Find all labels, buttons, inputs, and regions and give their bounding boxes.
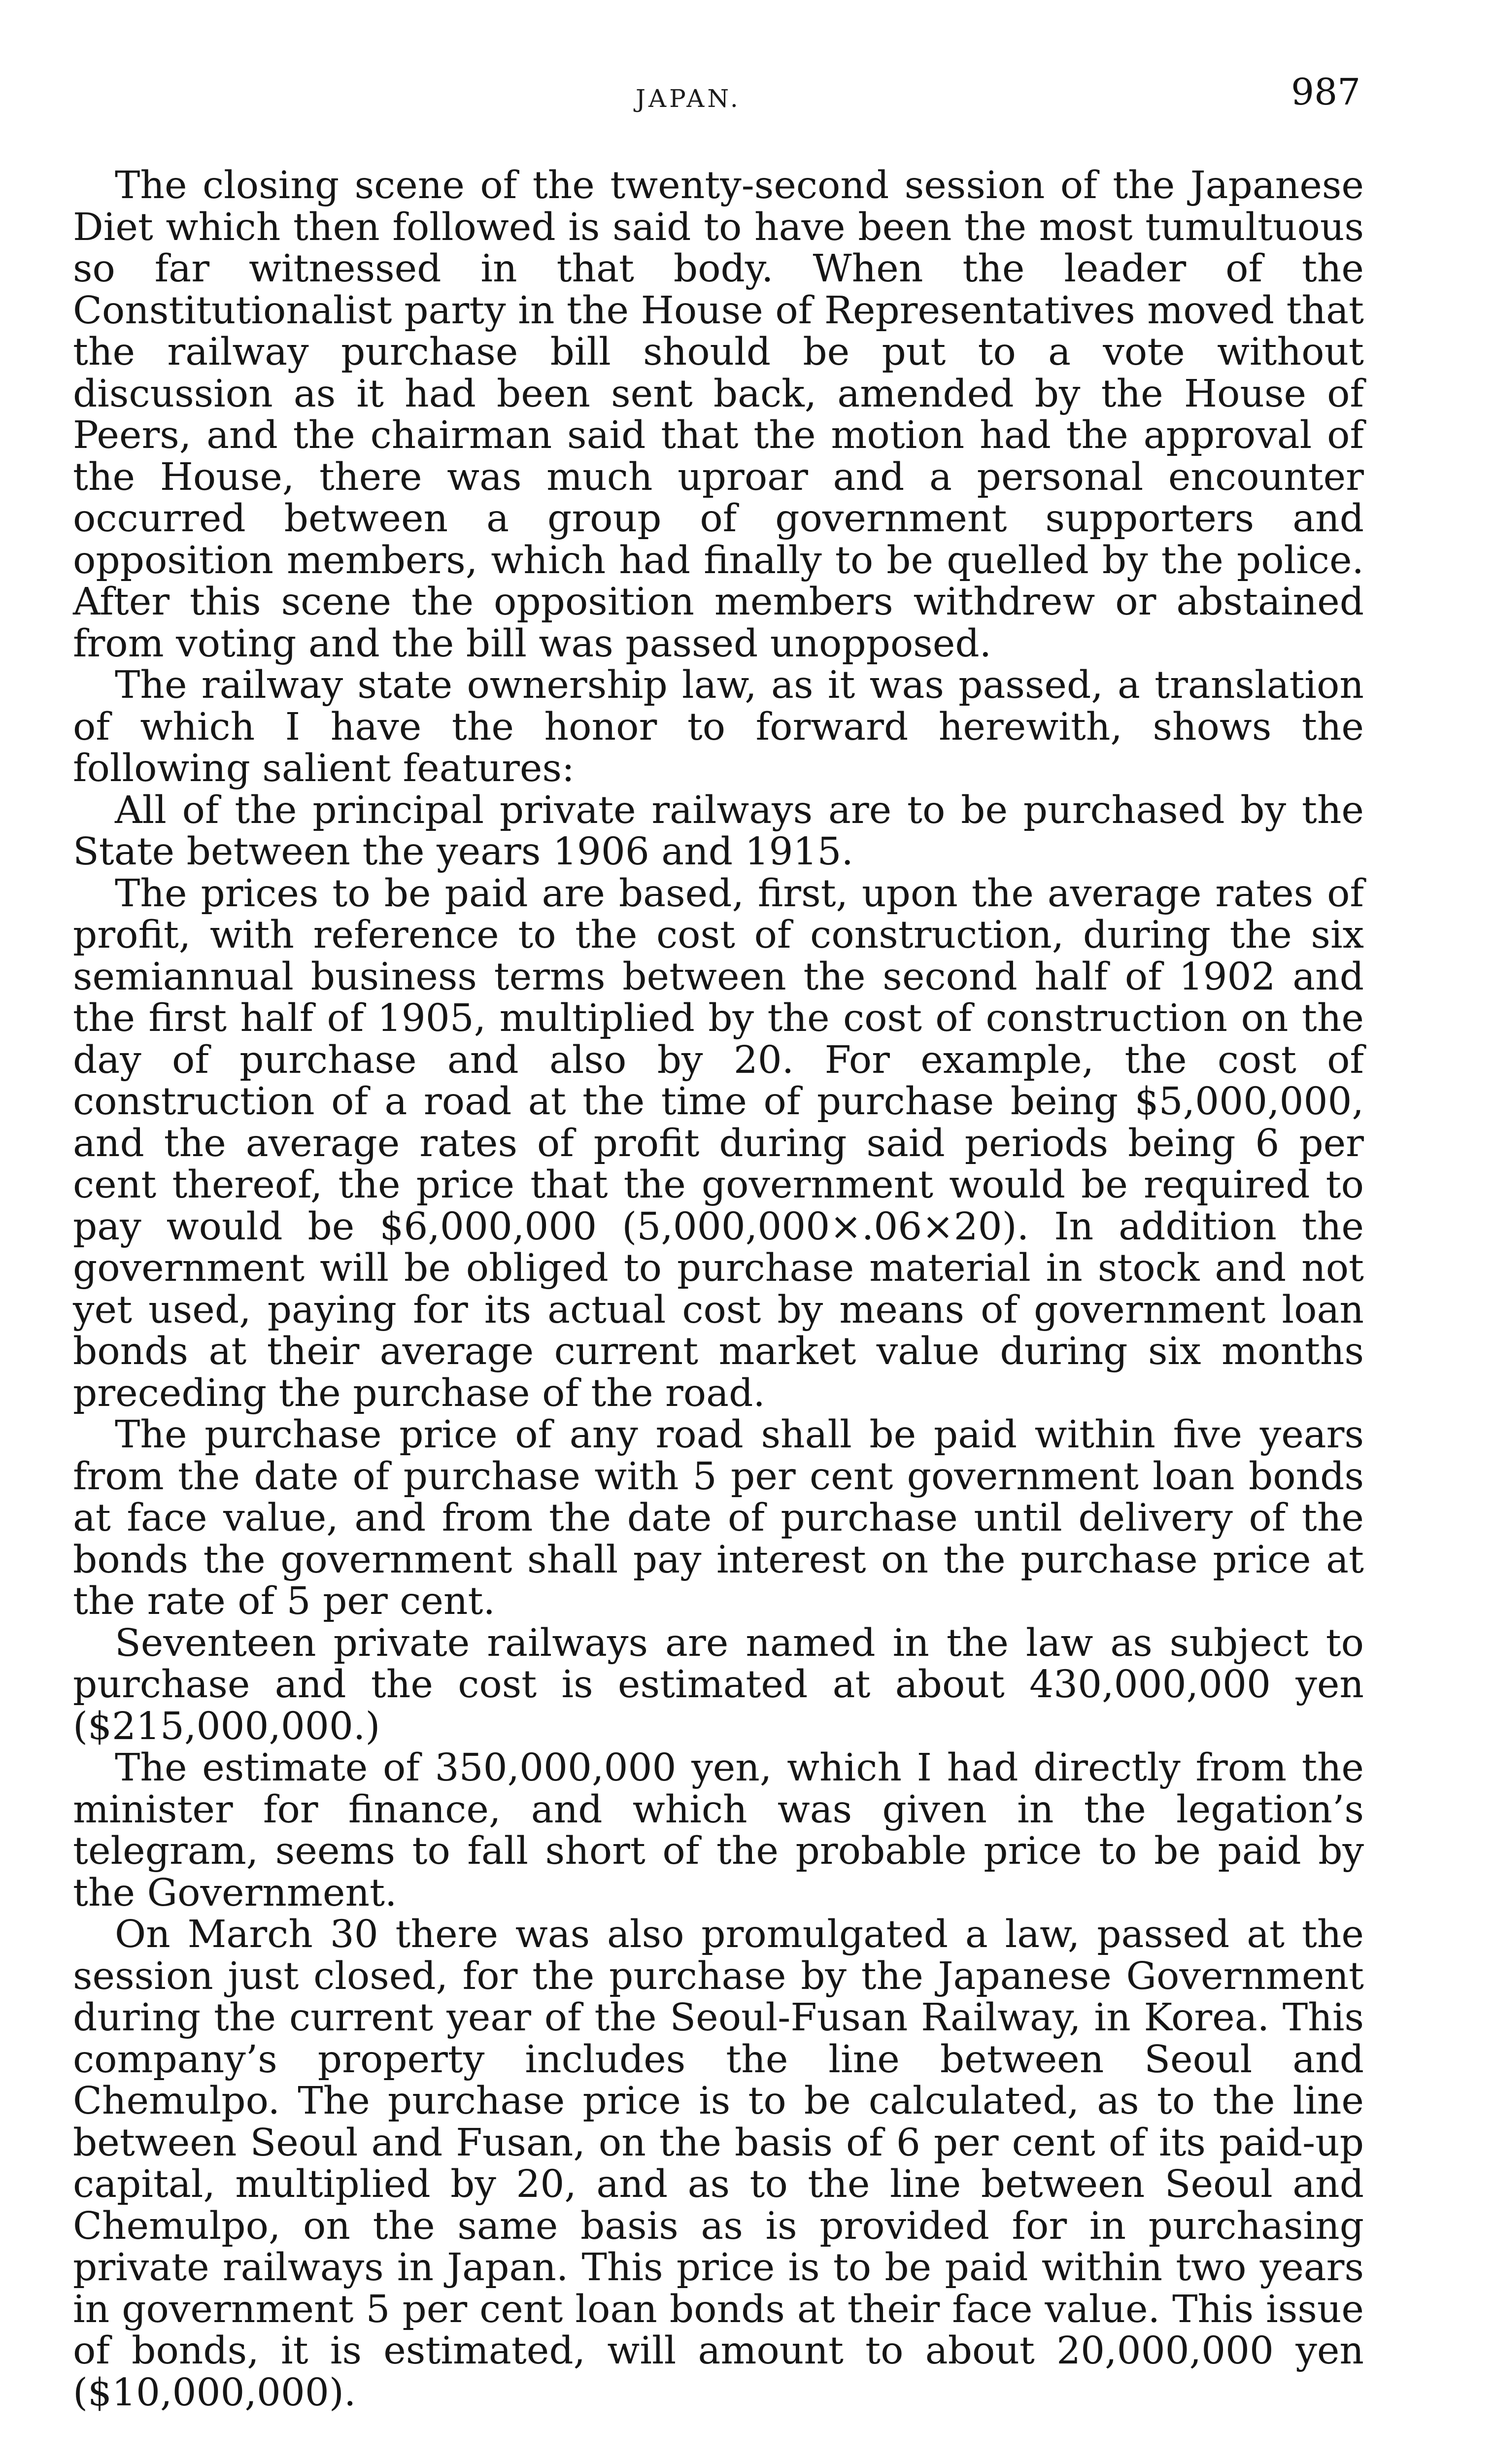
paragraph-seventeen-railways: Seventeen private railways are named in the law as subject to purchase and the cost is estimated at about 430,000,000 yen ($215,000,000.) [73, 1621, 1364, 1748]
paragraph-diet-closing-scene: The closing scene of the twenty-second session of the Japanese Diet which then followed is said to have been the most tumultuous so far witnessed in that body. When the leader of the Constitutionalist party in the House of Representatives moved that the railway purchase bill should be put to a vote without discussion as it had been sent back, amended by the House of Peers, and the chairman said that the motion had the approval of the House, there was much uproar and a personal encounter occurred between a group of government supporters and opposition members, which had finally to be quelled by the police. After this scene the opposition members withdrew or abstained from voting and the bill was passed unopposed. [73, 164, 1364, 666]
page-number: 987 [1291, 71, 1361, 113]
paragraph-state-ownership-law: The railway state ownership law, as it was passed, a translation of which I have the honor to forward herewith, shows the following salient features: [73, 663, 1364, 790]
paragraph-finance-estimate: The estimate of 350,000,000 yen, which I had directly from the minister for finance, and which was given in the legation’s telegram, seems to fall short of the probable price to be paid by the Government. [73, 1746, 1364, 1915]
running-title: JAPAN. [636, 84, 741, 113]
paragraph-price-basis: The prices to be paid are based, first, upon the average rates of profit, with reference to the cost of construction, during the six semiannual business terms between the second half of 1902 and the first half of 1905, multiplied by the cost of construction on the day of purchase and also by 20. For example, the cost of construction of a road at the time of purchase being $5,000,000, and the average rates of profit during said periods being 6 per cent thereof, the price that the government would be required to pay would be $6,000,000 (5,000,000×.06×20). In addition the government will be obliged to purchase material in stock and not yet used, paying for its actual cost by means of government loan bonds at their average current market value during six months preceding the purchase of the road. [73, 871, 1364, 1415]
paragraph-seoul-fusan-railway: On March 30 there was also promulgated a law, passed at the session just closed, for the purchase by the Japanese Government during the current year of the Seoul-Fusan Railway, in Korea. This company’s property includes the line between Seoul and Chemulpo. The purchase price is to be calculated, as to the line between Seoul and Fusan, on the basis of 6 per cent of its paid-up capital, multiplied by 20, and as to the line between Seoul and Chemulpo, on the same basis as is provided for in purchasing private railways in Japan. This price is to be paid within two years in government 5 per cent loan bonds at their face value. This issue of bonds, it is estimated, will amount to about 20,000,000 yen ($10,000,000). [73, 1913, 1364, 2415]
body-text [73, 165, 1364, 2414]
paragraph-private-railways-purchase: All of the principal private railways are to be purchased by the State between the years 1906 and 1915. [73, 788, 1364, 874]
paragraph-payment-terms: The purchase price of any road shall be paid within five years from the date of purchase with 5 per cent government loan bonds at face value, and from the date of purchase until delivery of the bonds the government shall pay interest on the purchase price at the rate of 5 per cent. [73, 1413, 1364, 1623]
